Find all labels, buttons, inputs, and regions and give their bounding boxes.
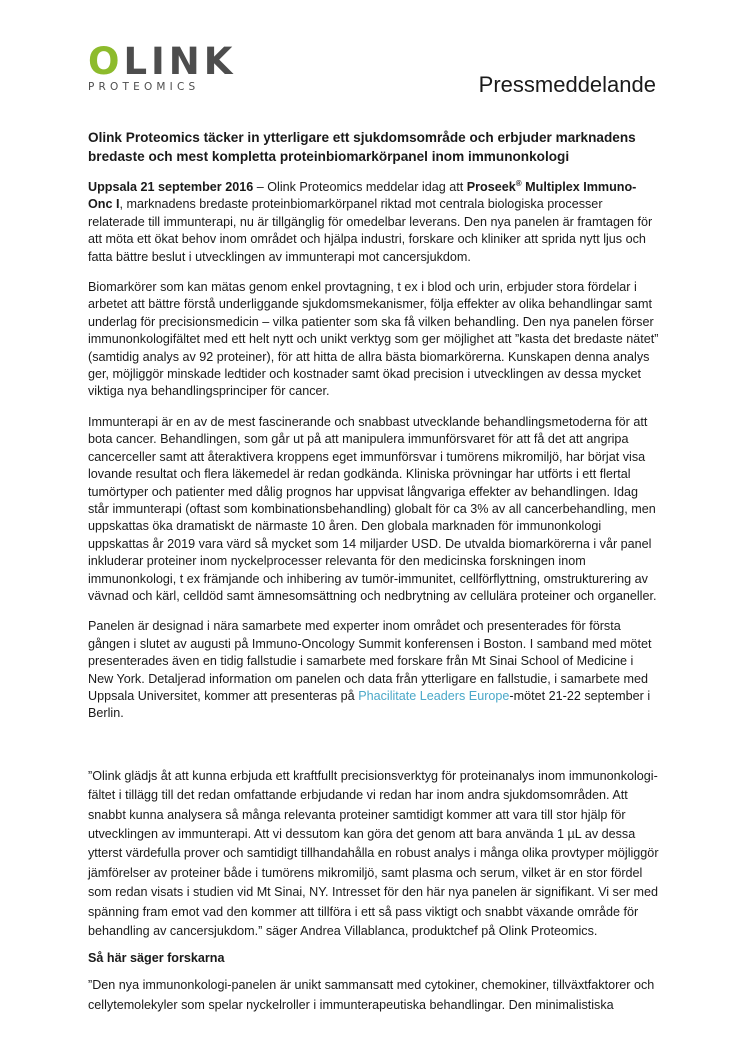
product-name-part2: Multiplex Immuno-Onc I	[88, 180, 637, 212]
logo-wordmark	[88, 40, 237, 83]
subheading: Så här säger forskarna	[88, 951, 225, 966]
paragraph-intro	[88, 179, 660, 266]
registered-mark: ®	[515, 178, 522, 188]
olink-logo	[88, 40, 237, 93]
product-name-part1: Proseek	[466, 180, 516, 194]
dateline: Uppsala 21 september 2016	[88, 180, 254, 194]
panel-text-post: -mötet 21-22 september i Berlin.	[88, 688, 651, 721]
logo-o-letter: O	[88, 40, 124, 83]
paragraph-researchers: ”Den nya immunonkologi-panelen är unikt sammansatt med cytokiner, chemokiner, tillväxtfaktorer och cellytemolekyler som spelar nyckelroller i immunterapeutiska behandlingar. Den minimalistiska	[88, 978, 655, 1012]
logo-link-letters: LINK	[123, 40, 237, 83]
phacilitate-link[interactable]: Phacilitate Leaders Europe	[358, 688, 510, 703]
intro-text-pre: – Olink Proteomics meddelar idag att	[253, 180, 467, 194]
panel-text-pre: Panelen är designad i nära samarbete med experter inom området och presenterades för första gången i slutet av augusti på Immuno-Oncology Summit konferensen i Boston. I samband med mötet presenterades även en tidig fallstudie i samarbete med forskare från Mt Sinai School of Medicine i New York. Detaljerad information om panelen och data från ytterligare en fallstudie, i samarbete med Uppsala Universitet, kommer att presenteras på	[88, 619, 652, 703]
paragraph-biomarkers: Biomarkörer som kan mätas genom enkel provtagning, t ex i blod och urin, erbjuder stora fördelar i arbetet att bättre förstå underliggande sjukdomsmekanismer, följa effekter av olika behandlingar samt underlag för precisionsmedicin – vilka patienter som ska få vilken behandling. Den nya panelen förser immunonkologifältet med ett helt nytt och unikt verktyg som ger möjlighet att ”kasta det bredaste nätet” (samtidig analys av 92 proteiner), för att hitta de allra bästa biomarkörerna. Kunskapen denna analys ger, möjliggör minskade ledtider och kostnader samt ökad precision i utvecklingen av dessa mycket viktiga nya behandlingsprinciper för cancer.	[88, 280, 659, 399]
article-body	[88, 129, 660, 1028]
article-title: Olink Proteomics täcker in ytterligare ett sjukdomsområde och erbjuder marknadens bredaste och mest kompletta proteinbiomarkörpanel inom immunonkologi	[88, 130, 636, 164]
paragraph-immunotherapy: Immunterapi är en av de mest fascinerande och snabbast utvecklande behandlingsmetoderna för att bota cancer. Behandlingen, som går ut på att manipulera immunförsvaret för att få det att angripa cancerceller samt att återaktivera kroppens eget immunförsvar i tumörens mikromiljö, har börjat visa lovande resultat och flera läkemedel är redan godkända. Kliniska prövningar har utförts i ett flertal tumörtyper och patienter med dålig prognos har uppvisat långvariga effekter av behandlingen. Idag står immunterapi (oftast som kombinationsbehandling) globalt för ca 3% av all cancerbehandling, men uppskattas öka dramatiskt de närmaste 10 åren. Den globala marknaden för immunonkologi uppskattas år 2019 vara värd så mycket som 14 miljarder USD. De utvalda biomarkörerna i vår panel inkluderar proteiner inom nyckelprocesser relevanta för den medicinska forskningen inom immunonkologi, t ex främjande och inhibering av tumör-immunitet, cellförflyttning, omstrukturering av vävnad och kärl, celldöd samt ämnesomsättning och nedbrytning av cellulära proteiner och organeller.	[88, 414, 657, 603]
document-type: Pressmeddelande	[478, 72, 656, 97]
paragraph-quote: ”Olink glädjs åt att kunna erbjuda ett kraftfullt precisionsverktyg för proteinanalys inom immunonkologi-fältet i tillägg till det redan omfattande erbjudande vi redan har inom andra sjukdomsområden. Att snabbt kunna analysera så många relevanta proteiner samtidigt kommer att vara till stor hjälp för utvecklingen av immunterapi. Att vi dessutom kan göra det genom att bara använda 1 µL av dessa ytterst värdefulla prover och samtidigt tillhandahålla en robust analys i många olika provtyper möjliggör jämförelser av proteiner både i tumörens mikromiljö, samt plasma och serum, vilket är en stor fördel som redan visats i studien vid Mt Sinai, NY. Intresset för den här nya panelen är signifikant. Vi ser med spänning fram emot vad den kommer att tillföra i ett så pass viktigt och snabbt växande område för behandling av cancersjukdom.” säger Andrea Villablanca, produktchef på Olink Proteomics.	[88, 768, 659, 939]
intro-text-post: , marknadens bredaste proteinbiomarkörpanel riktad mot centrala biologiska processer relaterade till immunterapi, nu är tillgänglig för omedelbar leverans. Den nya panelen är framtagen för att möta ett ökat behov inom området och hjälpa industri, forskare och kliniker att sprida nytt ljus och fatta bättre beslut i utvecklingen av immunterapi mot cancersjukdom.	[88, 197, 653, 264]
logo-subtitle: PROTEOMICS	[88, 81, 200, 93]
paragraph-panel	[88, 618, 660, 722]
